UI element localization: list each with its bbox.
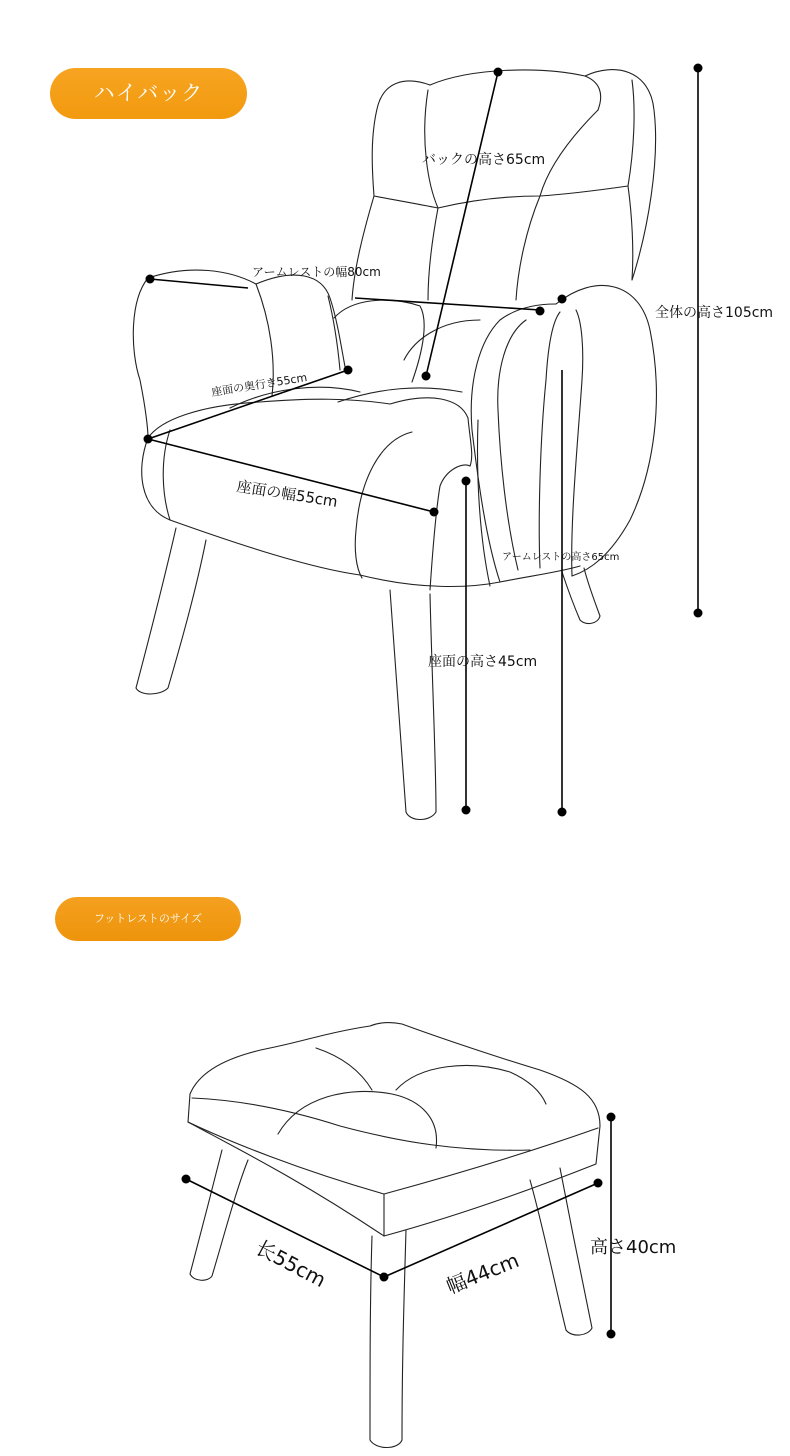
dimension-dot [144,435,153,444]
armrest-height-label: アームレストの高さ65cm [502,552,620,563]
dimension-dot [422,372,431,381]
footrest-section-title: フットレストのサイズ [55,897,241,941]
dimension-dot [494,68,503,77]
seat-width-label: 座面の幅55cm [235,477,339,511]
length-label: 长55cm [251,1235,330,1293]
dimension-dot [607,1330,616,1339]
dimension-dot [344,366,353,375]
dimension-dot [536,307,545,316]
back-height-label: バックの高さ65cm [422,152,546,168]
back-height-line [426,72,498,376]
total-height-label: 全体の高さ105cm [655,305,774,321]
dimension-dot [462,806,471,815]
footrest-illustration [188,1023,600,1448]
dimension-dot [462,477,471,486]
chair-illustration [133,70,656,820]
seat-height-label: 座面の高さ45cm [428,654,538,670]
armrest-width-line-right [355,298,540,310]
dimension-dot [594,1179,603,1188]
chair-labels [210,151,773,670]
dimension-dot [558,808,567,817]
dimension-dot [607,1113,616,1122]
dimension-dot [380,1273,389,1282]
footrest-labels [252,1235,677,1298]
armrest-width-label: アームレストの幅80cm [252,265,381,279]
dimension-dot [182,1175,191,1184]
dimension-dot [694,64,703,73]
dimension-dot [430,508,439,517]
seat-depth-label: 座面の奥行き55cm [210,370,309,399]
height-label: 高さ40cm [590,1237,677,1258]
dimension-dot [146,275,155,284]
chair-dimensions [144,64,703,817]
armrest-width-line-left [150,279,248,288]
chair-section-title: ハイバック [50,68,247,119]
dimension-dot [694,609,703,618]
width-label: 幅44cm [442,1247,523,1299]
dimension-dot [558,295,567,304]
footrest-dimensions [182,1113,616,1339]
